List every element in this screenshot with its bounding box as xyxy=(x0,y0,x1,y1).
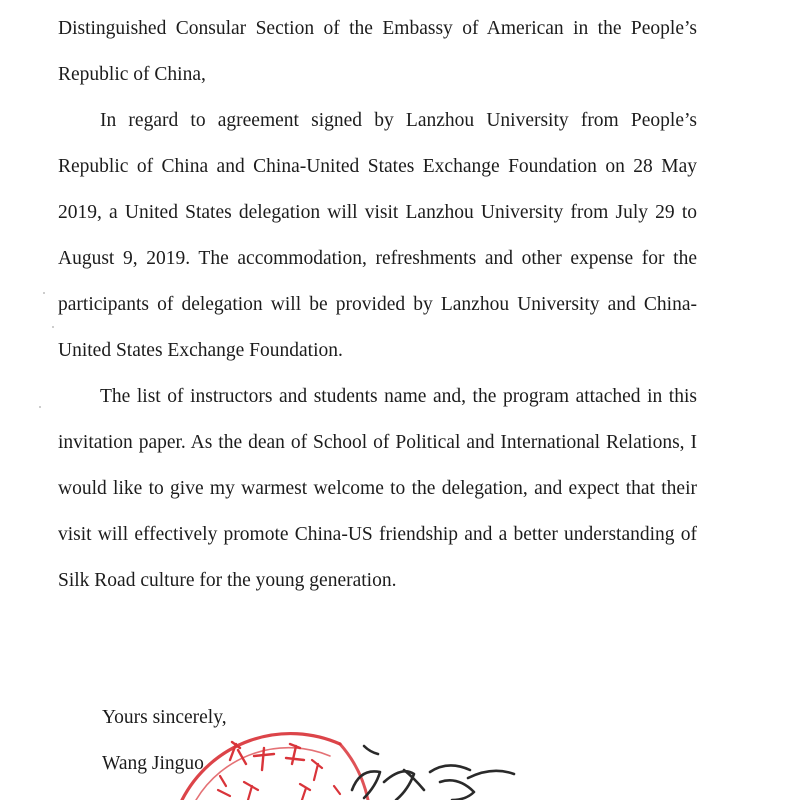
scan-speck xyxy=(39,406,41,408)
closing-phrase: Yours sincerely, xyxy=(102,707,227,728)
scan-speck xyxy=(52,326,54,328)
scan-speck xyxy=(43,292,45,294)
paragraph-welcome: The list of instructors and students name and, the program attached in this invitation paper. As the dean of School of Political and International Relations, I would like to give my warmest welcome to the delegation, and expect that their visit will effectively promote China-US friendship and a better understanding of Silk Road culture for the young generation. xyxy=(58,386,697,591)
signatory-name: Wang Jinguo xyxy=(102,753,204,774)
salutation: Distinguished Consular Section of the Embassy of American in the People’s Republic of China, xyxy=(58,18,697,85)
paragraph-delegation-visit: In regard to agreement signed by Lanzhou University from People’s Republic of China and China-United States Exchange Foundation on 28 May 2019, a United States delegation will visit Lanzhou University from July 29 to August 9, 2019. The accommodation, refreshments and other expense for the participants of delegation will be provided by Lanzhou University and China-United States Exchange Foundation. xyxy=(58,110,697,361)
